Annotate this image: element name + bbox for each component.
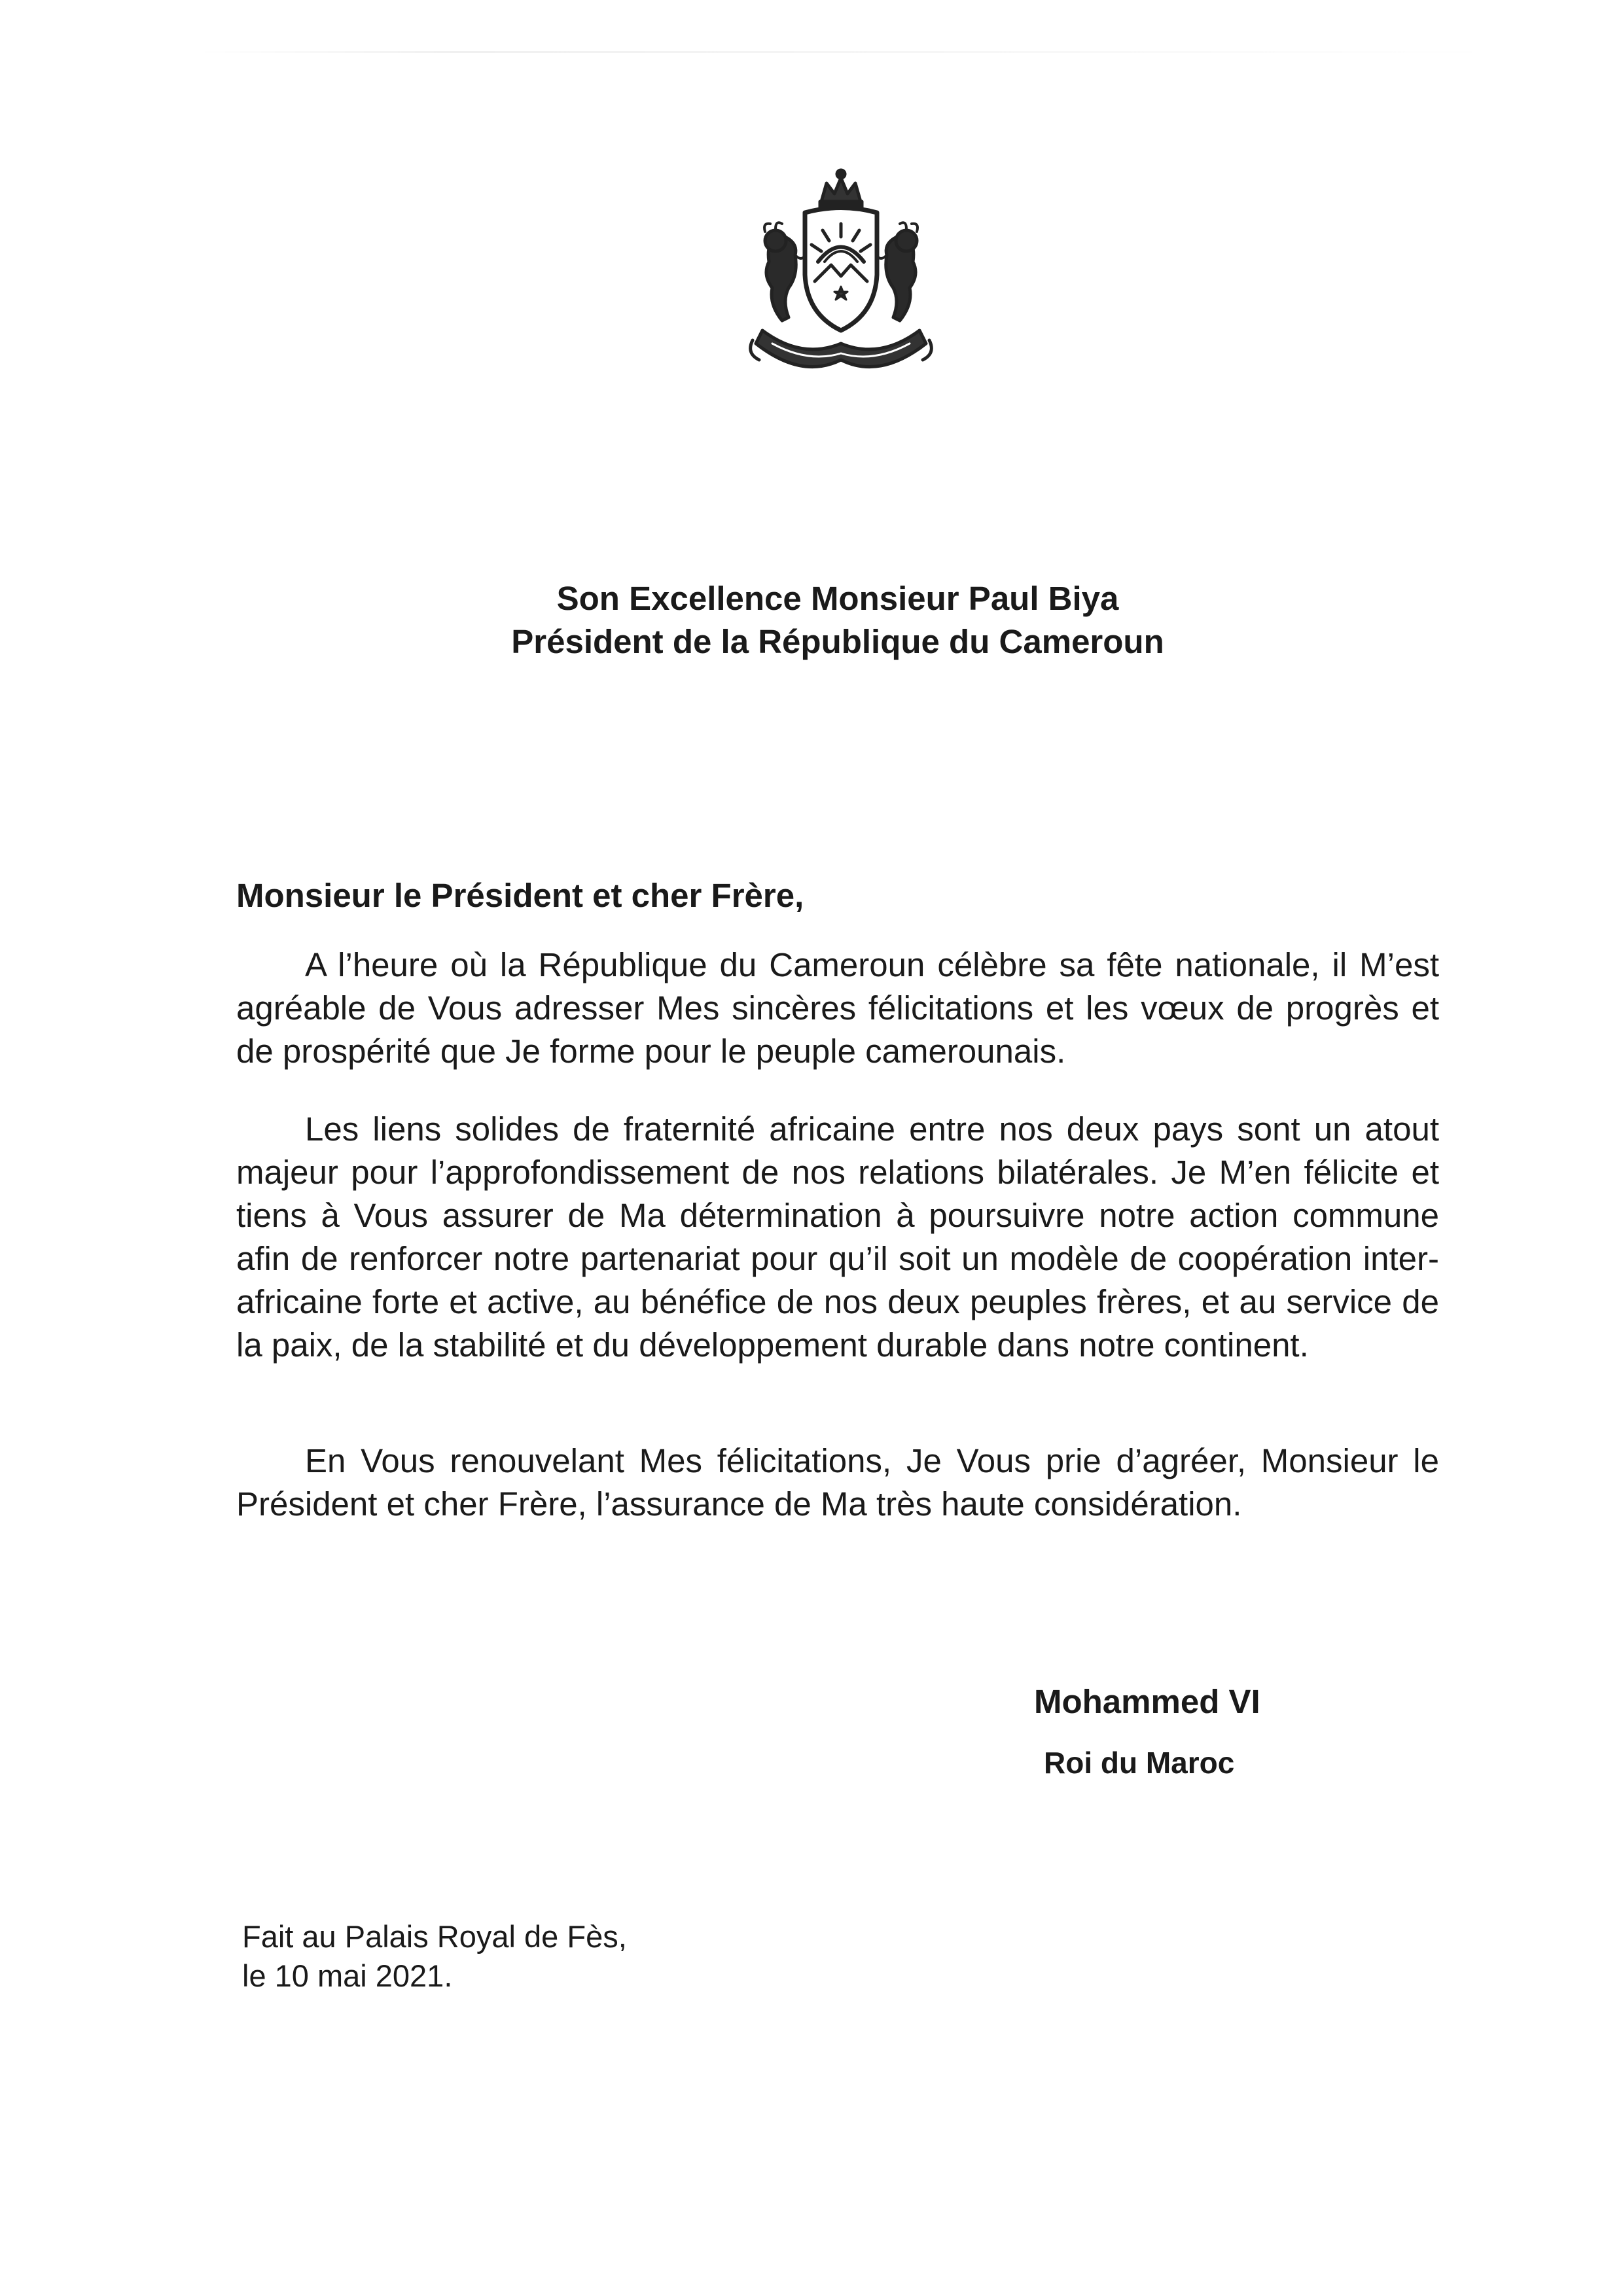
- addressee-title: Président de la République du Cameroun: [511, 623, 1164, 660]
- closing-date: le 10 mai 2021.: [242, 1958, 453, 1993]
- paragraph-2: Les liens solides de fraternité africaine entre nos deux pays sont un atout majeur pour l’approfondissement de nos relations bilatérales. Je M’en félicite et tiens à Vous assurer de Ma détermination à poursuivre notre action commune afin de renforcer notre partenariat pour qu’il soit un modèle de coopération inter-africaine forte et active, au bénéfice de nos deux peuples frères, et au service de la paix, de la stabilité et du développement durable dans notre continent.: [236, 1110, 1439, 1364]
- salutation: Monsieur le Président et cher Frère,: [236, 877, 804, 914]
- signature-name: Mohammed VI: [1034, 1683, 1260, 1720]
- moroccan-royal-coat-of-arms-icon: [736, 164, 946, 386]
- closing-place: Fait au Palais Royal de Fès,: [242, 1919, 627, 1954]
- scan-artifact-line: [196, 51, 1505, 53]
- addressee-name: Son Excellence Monsieur Paul Biya: [556, 580, 1119, 617]
- paragraph-1: A l’heure où la République du Cameroun célèbre sa fête nationale, il M’est agréable de Vous adresser Mes sincères félicitations et les vœux de progrès et de prospérité que Je forme pour le peuple camerounais.: [236, 946, 1439, 1070]
- paragraph-3: En Vous renouvelant Mes félicitations, Je Vous prie d’agréer, Monsieur le Président et cher Frère, l’assurance de Ma très haute considération.: [236, 1442, 1439, 1523]
- signature-title: Roi du Maroc: [1044, 1746, 1235, 1780]
